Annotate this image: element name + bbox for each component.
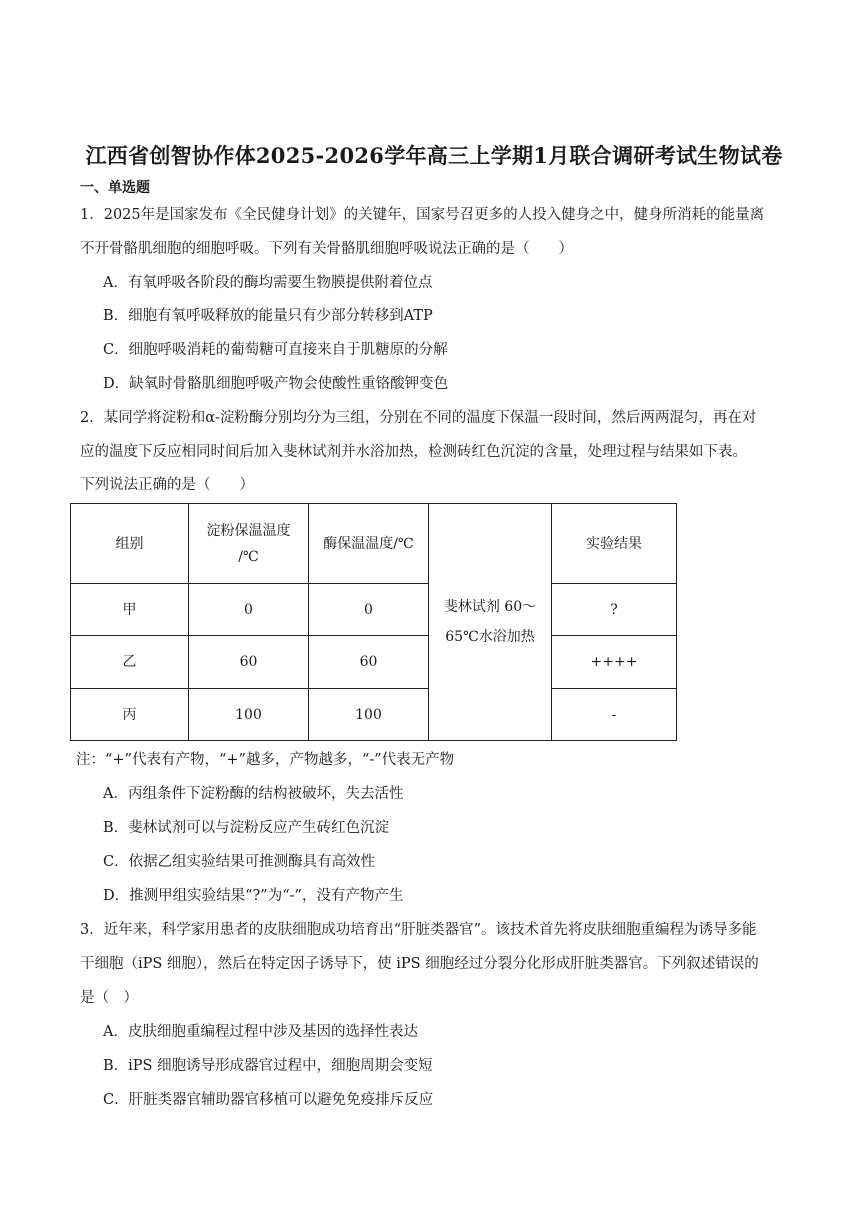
cell-starch: 0 (189, 584, 309, 636)
q3-stem-line-1: 3．近年来，科学家用患者的皮肤细胞成功培育出“肝脏类器官”。该技术首先将皮肤细胞重编程为诱导多能 (80, 922, 757, 938)
merged-method-l1: 斐林试剂 60～ (443, 599, 537, 615)
q2-option-c: C．依据乙组实验结果可推测酶具有高效性 (103, 854, 376, 870)
table-row (71, 584, 677, 636)
q2-table-note: 注：“+”代表有产物，“+”越多，产物越多，“-”代表无产物 (76, 752, 455, 768)
q1-stem-line-2: 不开骨骼肌细胞的细胞呼吸。下列有关骨骼肌细胞呼吸说法正确的是（ ） (80, 241, 573, 257)
header-starch-temp-l2: /℃ (238, 548, 259, 565)
merged-method-cell (429, 504, 552, 741)
q2-option-a: A．丙组条件下淀粉酶的结构被破坏，失去活性 (103, 786, 404, 802)
q3-stem-line-3: 是（ ） (80, 990, 138, 1006)
exam-title: 江西省创智协作体2025-2026学年高三上学期1月联合调研考试生物试卷 (85, 143, 783, 168)
cell-starch: 60 (189, 636, 309, 689)
cell-enzyme: 0 (309, 584, 429, 636)
cell-group: 甲 (71, 584, 189, 636)
cell-group: 丙 (71, 689, 189, 741)
table-row (71, 689, 677, 741)
cell-result: ++++ (552, 636, 677, 689)
header-starch-temp-l1: 淀粉保温温度 (206, 522, 291, 539)
cell-enzyme: 60 (309, 636, 429, 689)
header-enzyme-temp: 酶保温温度/℃ (309, 504, 429, 584)
cell-enzyme: 100 (309, 689, 429, 741)
q3-option-c: C．肝脏类器官辅助器官移植可以避免免疫排斥反应 (103, 1092, 434, 1108)
cell-result: - (552, 689, 677, 741)
table-row (71, 636, 677, 689)
q2-option-d: D．推测甲组实验结果“?”为“-”，没有产物产生 (103, 888, 404, 904)
q3-option-b: B．iPS 细胞诱导形成器官过程中，细胞周期会变短 (103, 1058, 433, 1074)
q1-option-b: B．细胞有氧呼吸释放的能量只有少部分转移到ATP (103, 308, 433, 324)
header-group: 组别 (71, 504, 189, 584)
experiment-table (70, 503, 677, 741)
q1-option-d: D．缺氧时骨骼肌细胞呼吸产物会使酸性重铬酸钾变色 (103, 376, 449, 392)
merged-method-l2: 65℃水浴加热 (445, 629, 535, 645)
section-heading: 一、单选题 (80, 180, 150, 196)
q1-option-c: C．细胞呼吸消耗的葡萄糖可直接来自于肌糖原的分解 (103, 342, 448, 358)
q2-option-b: B．斐林试剂可以与淀粉反应产生砖红色沉淀 (103, 820, 390, 836)
cell-result: ? (552, 584, 677, 636)
table-header-row (71, 504, 677, 584)
q3-option-a: A．皮肤细胞重编程过程中涉及基因的选择性表达 (103, 1024, 418, 1040)
header-result: 实验结果 (552, 504, 677, 584)
q2-stem-line-3: 下列说法正确的是（ ） (80, 477, 254, 493)
q1-option-a: A．有氧呼吸各阶段的酶均需要生物膜提供附着位点 (103, 275, 433, 291)
q2-stem-line-2: 应的温度下反应相同时间后加入斐林试剂并水浴加热，检测砖红色沉淀的含量，处理过程与结果如下表。 (80, 444, 747, 460)
header-starch-temp (189, 504, 309, 584)
q1-stem-line-1: 1．2025年是国家发布《全民健身计划》的关键年，国家号召更多的人投入健身之中，健身所消耗的能量离 (80, 207, 765, 223)
q3-stem-line-2: 干细胞（iPS 细胞），然后在特定因子诱导下，使 iPS 细胞经过分裂分化形成肝脏类器官。下列叙述错误的 (80, 956, 759, 972)
cell-group: 乙 (71, 636, 189, 689)
cell-starch: 100 (189, 689, 309, 741)
q2-stem-line-1: 2．某同学将淀粉和α-淀粉酶分别均分为三组，分别在不同的温度下保温一段时间，然后两两混匀，再在对 (80, 410, 757, 426)
